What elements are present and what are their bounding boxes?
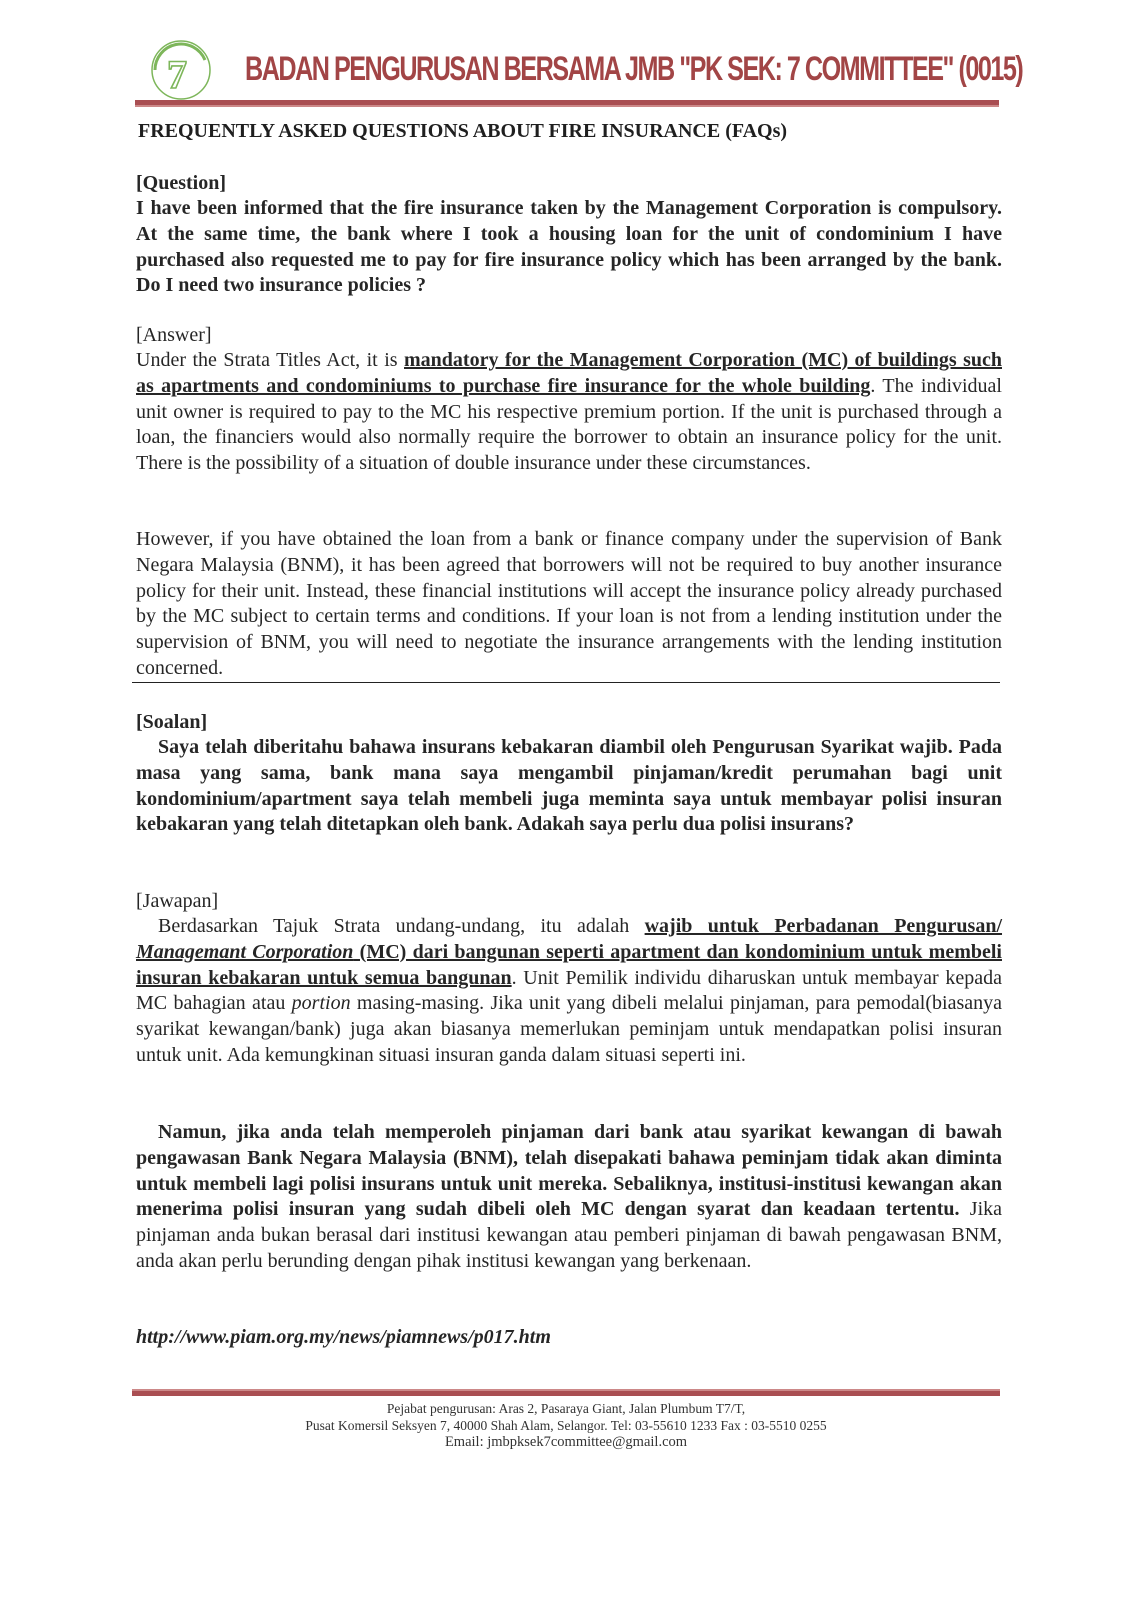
answer-p1-rest: . The individual unit owner is required to pay to the MC his respective premium portion. If the unit is purchased through a loan, the financiers would also normally require the borrower to obtain an insurance policy for the unit. There is the possibility of a situation of double insurance under these circumstances. (136, 374, 1002, 475)
english-answer-2 (136, 527, 1002, 682)
footer (236, 1400, 896, 1451)
footer-address-line-2: Pusat Komersil Seksyen 7, 40000 Shah Alam, Selangor. Tel: 03-55610 1233 Fax : 03-5510 0255 (305, 1418, 827, 1433)
letterhead (135, 34, 1023, 104)
answer-p1-emphasis: mandatory for the Management Corporation (MC) of buildings such as apartments and condominiums to purchase fire insurance for the whole building (136, 349, 1002, 397)
jawapan-p2-emphasis: Namun, jika anda telah memperoleh pinjaman dari bank atau syarikat kewangan di bawah pengawasan Bank Negara Malaysia (BNM), telah disepakati bahawa peminjam tidak akan diminta untuk membeli lagi polisi insurans untuk unit mereka. Sebaliknya, institusi-institusi kewangan akan menerima polisi insuran yang sudah dibeli oleh MC dengan syarat dan keadaan tertentu. (136, 1121, 1002, 1221)
jawapan-paragraph-1 (136, 914, 1002, 1069)
jawapan-p2-rest: Jika pinjaman anda bukan berasal dari institusi kewangan atau pemberi pinjaman di bawah pengawasan BNM, anda akan perlu berunding dengan pihak institusi kewangan yang berkenaan. (136, 1198, 1003, 1272)
soalan-label: [Soalan] (136, 711, 208, 733)
malay-answer-2 (136, 1120, 1002, 1275)
jawapan-p1-emphasis-2: Managemant Corporation (136, 940, 354, 963)
page-title: FREQUENTLY ASKED QUESTIONS ABOUT FIRE INSURANCE (FAQs) (138, 120, 788, 142)
logo (145, 38, 215, 102)
jawapan-paragraph-2 (136, 1120, 1002, 1275)
jawapan-label: [Jawapan] (136, 890, 219, 912)
logo-emblem-icon (145, 38, 215, 102)
footer-address-line-1: Pejabat pengurusan: Aras 2, Pasaraya Giant, Jalan Plumbum T7/T, (386, 1401, 746, 1416)
english-answer (136, 322, 1002, 477)
jawapan-p1-rest-2: portion (291, 992, 351, 1015)
english-faq (136, 170, 1002, 299)
question-text: I have been informed that the fire insurance taken by the Management Corporation is compulsory. At the same time, the bank where I took a housing loan for the unit of condominium I have purchased also requested me to pay for fire insurance policy which has been arranged by the bank. Do I need two insurance policies ? (136, 197, 1002, 297)
logo-text: 7 (167, 52, 187, 97)
organization-name: BADAN PENGURUSAN BERSAMA JMB "PK SEK: 7 COMMITTEE" (0015) (245, 50, 1023, 88)
soalan-text: Saya telah diberitahu bahawa insurans kebakaran diambil oleh Pengurusan Syarikat wajib. Pada masa yang sama, bank mana saya mengambil pinjaman/kredit perumahan bagi unit kondominium/apartment saya telah membeli juga meminta saya untuk membayar polisi insuran kebakaran yang telah ditetapkan oleh bank. Adakah saya perlu dua polisi insurans? (136, 736, 1002, 836)
jawapan-p1-emphasis-3: (MC) dari bangunan seperti apartment dan kondominium untuk membeli insuran kebakaran untuk semua bangunan (136, 940, 1002, 989)
answer-paragraph-2: However, if you have obtained the loan from a bank or finance company under the supervision of Bank Negara Malaysia (BNM), it has been agreed that borrowers will not be required to buy another insurance policy for their unit. Instead, these financial institutions will accept the insurance policy already purchased by the MC subject to certain terms and conditions. If your loan is not from a lending institution under the supervision of BNM, you will need to negotiate the insurance arrangements with the lending institution concerned. (136, 528, 1002, 679)
footer-divider (132, 1389, 1000, 1396)
answer-paragraph-1 (136, 348, 1002, 477)
header-divider (135, 100, 999, 107)
jawapan-p1-intro: Berdasarkan Tajuk Strata undang-undang, itu adalah (158, 915, 645, 937)
question-label: [Question] (136, 172, 226, 194)
answer-label: [Answer] (136, 324, 212, 346)
malay-faq (136, 709, 1002, 838)
malay-answer (136, 888, 1002, 1069)
section-divider (132, 682, 1000, 683)
answer-p1-intro: Under the Strata Titles Act, it is (136, 349, 405, 371)
jawapan-p1-rest-1: . Unit Pemilik individu diharuskan untuk membayar kepada MC bahagian atau (136, 966, 1002, 1015)
jawapan-p1-emphasis-1: wajib untuk Perbadanan Pengurusan/ (644, 915, 1003, 937)
footer-email[interactable]: Email: jmbpksek7committee@gmail.com (444, 1434, 688, 1450)
jawapan-p1-rest-3: masing-masing. Jika unit yang dibeli melalui pinjaman, para pemodal(biasanya syarikat kewangan/bank) juga akan biasanya memerlukan peminjam untuk mendapatkan polisi insuran untuk unit. Ada kemungkinan situasi insuran ganda dalam situasi seperti ini. (136, 992, 1002, 1066)
source-link[interactable]: http://www.piam.org.my/news/piamnews/p017.htm (136, 1326, 551, 1348)
